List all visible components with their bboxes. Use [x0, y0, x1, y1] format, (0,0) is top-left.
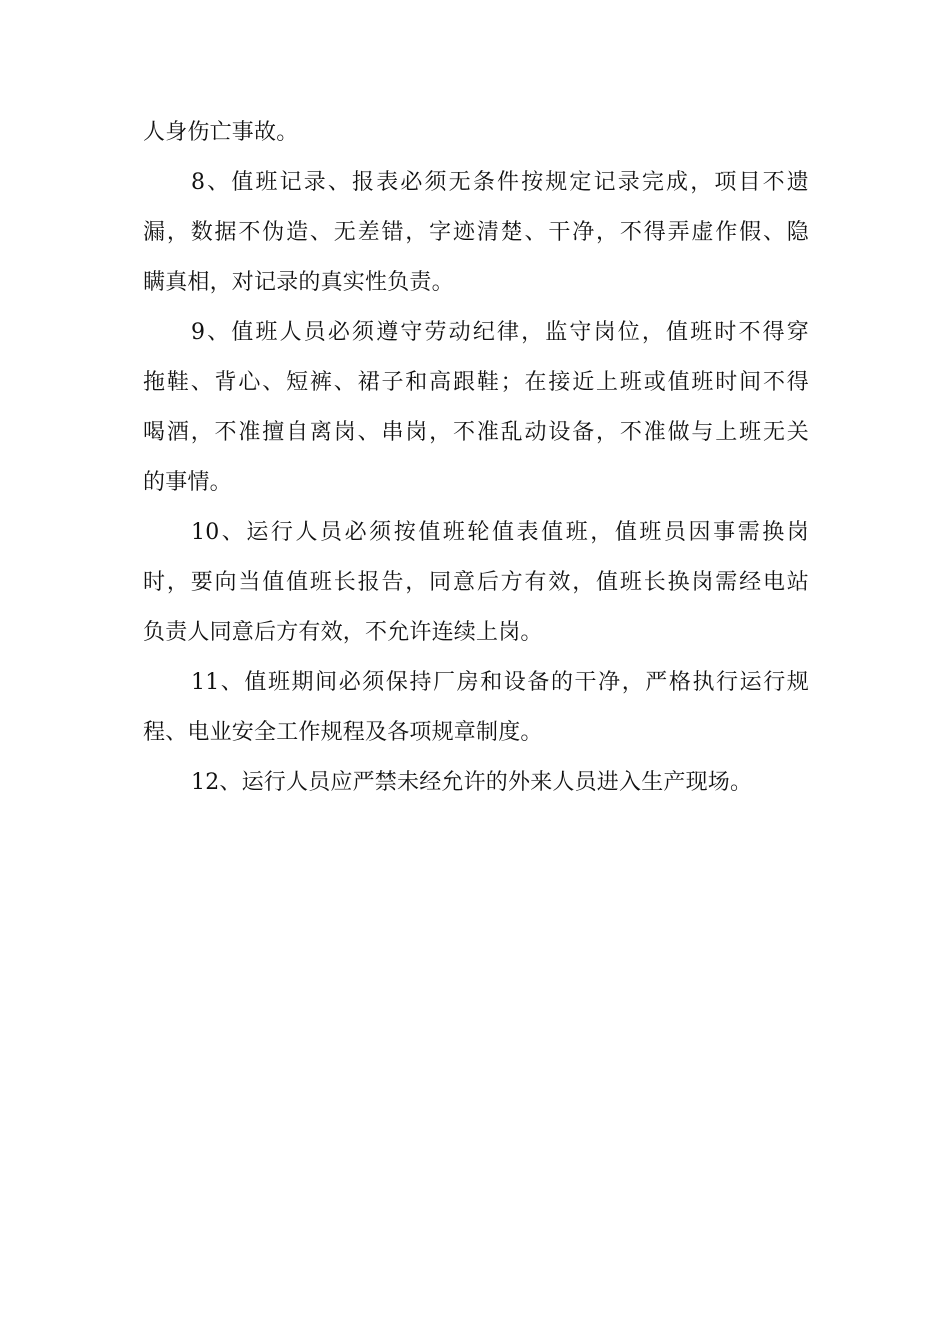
paragraph-item-9 — [143, 308, 809, 508]
text-line: 9、值班人员必须遵守劳动纪律，监守岗位，值班时不得穿 — [191, 320, 809, 345]
text-line: 10、运行人员必须按值班轮值表值班，值班员因事需换岗 — [191, 520, 809, 545]
text-line: 时，要向当值值班长报告，同意后方有效，值班长换岗需经电站 — [143, 570, 809, 595]
text-line: 负责人同意后方有效，不允许连续上岗。 — [143, 620, 543, 645]
document-body — [143, 108, 809, 808]
text-line: 的事情。 — [143, 470, 232, 495]
text-line: 瞒真相，对记录的真实性负责。 — [143, 270, 454, 295]
paragraph-continued — [143, 108, 809, 158]
text-line: 12、运行人员应严禁未经允许的外来人员进入生产现场。 — [191, 770, 753, 795]
text-line: 11、值班期间必须保持厂房和设备的干净，严格执行运行规 — [191, 670, 809, 695]
text-line: 漏，数据不伪造、无差错，字迹清楚、干净，不得弄虚作假、隐 — [143, 220, 809, 245]
text-line: 程、电业安全工作规程及各项规章制度。 — [143, 720, 543, 745]
text-line: 拖鞋、背心、短裤、裙子和高跟鞋；在接近上班或值班时间不得 — [143, 370, 809, 395]
paragraph-item-8 — [143, 158, 809, 308]
text-line: 8、值班记录、报表必须无条件按规定记录完成，项目不遗 — [191, 170, 809, 195]
paragraph-item-11 — [143, 658, 809, 758]
text-line: 人身伤亡事故。 — [143, 120, 299, 145]
paragraph-item-10 — [143, 508, 809, 658]
paragraph-item-12 — [143, 758, 809, 808]
text-line: 喝酒，不准擅自离岗、串岗，不准乱动设备，不准做与上班无关 — [143, 420, 809, 445]
